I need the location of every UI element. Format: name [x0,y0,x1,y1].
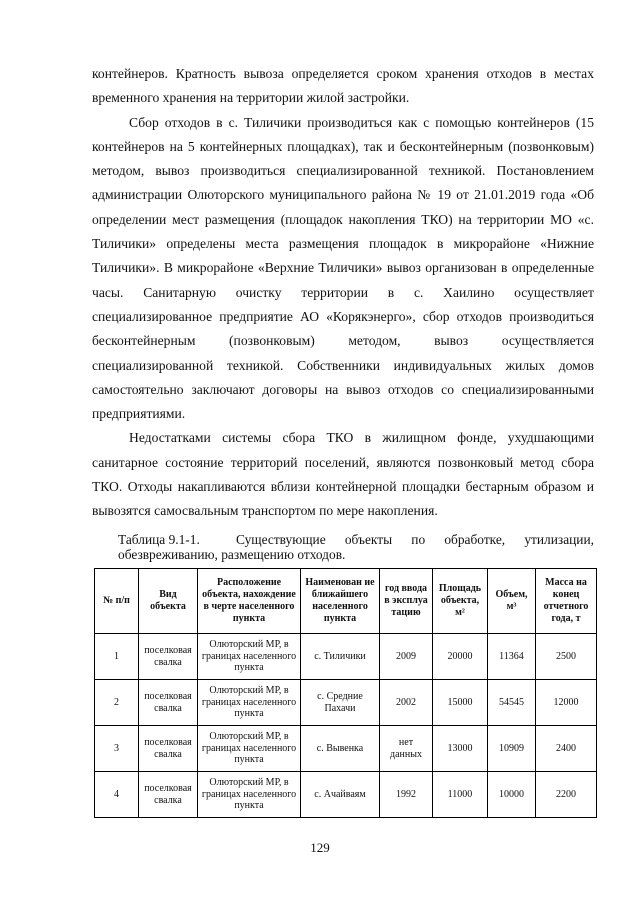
body-text [92,62,594,524]
cell-volume: 11364 [488,634,536,680]
cell-number: 1 [95,634,139,680]
header-nearest-settlement: Наименован ие ближайшего населенного пункта [301,569,380,634]
cell-location: Олюторский МР, в границах населенного пункта [198,680,301,726]
header-mass: Масса на конец отчетного года, т [536,569,597,634]
cell-object-type: поселковая свалка [139,726,198,772]
cell-object-type: поселковая свалка [139,680,198,726]
cell-mass: 12000 [536,680,597,726]
cell-settlement: с. Тиличики [301,634,380,680]
cell-settlement: с. Вывенка [301,726,380,772]
cell-location: Олюторский МР, в границах населенного пункта [198,772,301,818]
cell-mass: 2200 [536,772,597,818]
cell-location: Олюторский МР, в границах населенного пункта [198,634,301,680]
header-commission-year: год ввода в эксплуа тацию [380,569,433,634]
cell-area: 13000 [433,726,488,772]
cell-number: 3 [95,726,139,772]
header-volume: Объем, м³ [488,569,536,634]
cell-mass: 2500 [536,634,597,680]
cell-year: нет данных [380,726,433,772]
cell-year: 2002 [380,680,433,726]
table-caption [118,532,594,562]
cell-volume: 10000 [488,772,536,818]
table-caption-text: Существующие объекты по обработке, утилизации, обезвреживанию, размещению отходов. [118,532,594,562]
table-row [95,726,597,772]
header-location: Расположение объекта, нахождение в черте населенного пункта [198,569,301,634]
table-row [95,680,597,726]
cell-location: Олюторский МР, в границах населенного пункта [198,726,301,772]
table-row [95,634,597,680]
cell-volume: 10909 [488,726,536,772]
cell-area: 20000 [433,634,488,680]
paragraph-shortcomings: Недостатками системы сбора ТКО в жилищном фонде, ухудшающими санитарное состояние территорий поселений, являются позвонковый метод сбора ТКО. Отходы накапливаются вблизи контейнерной площадки бестарным образом и вывозятся самосвальным транспортом по мере накопления. [92,430,594,519]
table-caption-label: Таблица 9.1-1. [118,532,200,547]
cell-volume: 54545 [488,680,536,726]
table-row [95,772,597,818]
paragraph-continuation: контейнеров. Кратность вывоза определяется сроком хранения отходов в местах временного хранения на территории жилой застройки. [92,66,594,106]
waste-facilities-table [94,568,597,818]
cell-year: 2009 [380,634,433,680]
cell-year: 1992 [380,772,433,818]
page-number: 129 [310,840,330,855]
table-header-row [95,569,597,634]
cell-object-type: поселковая свалка [139,772,198,818]
cell-mass: 2400 [536,726,597,772]
cell-settlement: с. Средние Пахачи [301,680,380,726]
header-area: Площадь объекта, м² [433,569,488,634]
paragraph-waste-collection: Сбор отходов в с. Тиличики производиться как с помощью контейнеров (15 контейнеров на 5 контейнерных площадках), так и бесконтейнерным (позвонковым) методом, вывоз производиться специализированной техникой. Постановлением администрации Олюторского муниципального района № 19 от 21.01.2019 года «Об определении мест размещения (площадок накопления ТКО) на территории МО «с. Тиличики» определены места размещения площадок в микрорайоне «Нижние Тиличики». В микрорайоне «Верхние Тиличики» вывоз организован в определенные часы. Санитарную очистку территории в с. Хаилино осуществляет специализированное предприятие АО «Корякэнерго», сбор отходов производиться бесконтейнерным (позвонковым) методом, вывоз осуществляется специализированной техникой. Собственники индивидуальных жилых домов самостоятельно заключают договоры на вывоз отходов со специализированными предприятиями. [92,114,594,422]
cell-area: 11000 [433,772,488,818]
header-object-type: Вид объекта [139,569,198,634]
cell-number: 4 [95,772,139,818]
cell-area: 15000 [433,680,488,726]
header-number: № п/п [95,569,139,634]
cell-object-type: поселковая свалка [139,634,198,680]
cell-number: 2 [95,680,139,726]
cell-settlement: с. Ачайваям [301,772,380,818]
